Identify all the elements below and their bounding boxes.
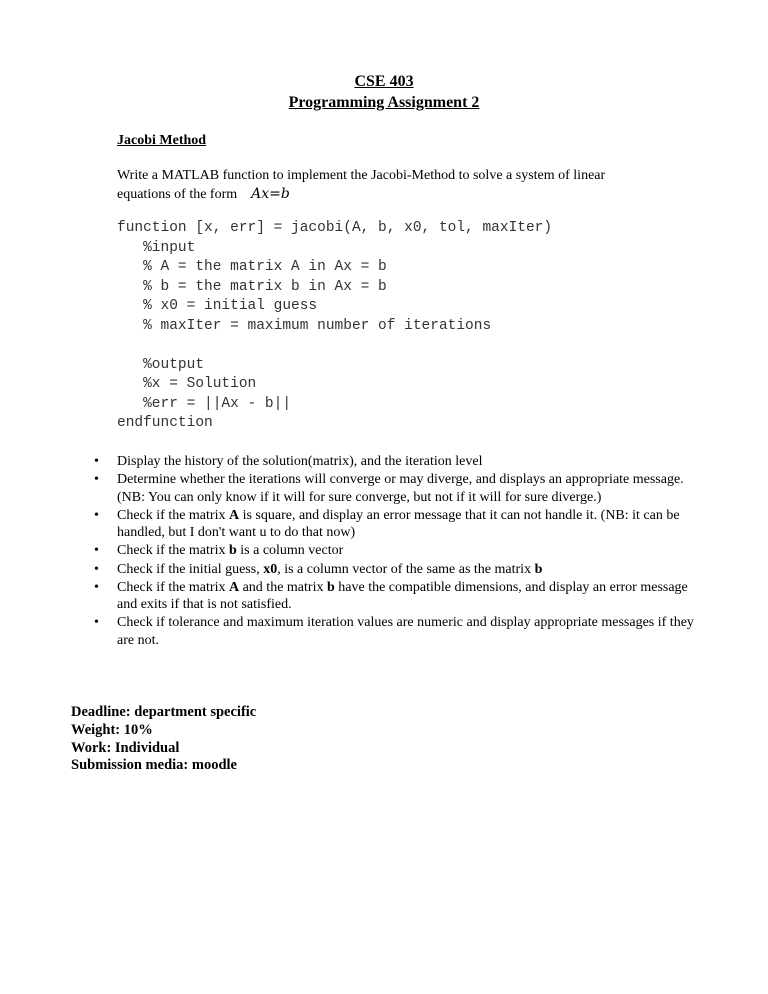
deadline-line: Deadline: department specific xyxy=(71,704,257,720)
requirement-item xyxy=(94,579,704,614)
requirement-item xyxy=(94,471,704,506)
code-line: % x0 = initial guess xyxy=(117,298,318,314)
code-block xyxy=(117,219,552,434)
requirement-term: A xyxy=(228,507,240,523)
weight-line: Weight: 10% xyxy=(71,721,153,738)
code-line: function [x, err] = jacobi(A, b, x0, tol, maxIter) xyxy=(117,220,553,236)
code-line: % A = the matrix A in Ax = b xyxy=(117,259,387,275)
code-line: endfunction xyxy=(117,415,213,431)
work-line: Work: Individual xyxy=(71,739,180,756)
requirement-item xyxy=(94,453,704,471)
requirement-text: have the compatible dimensions, and display an error message and exits if that is not satisfied. xyxy=(117,579,688,613)
code-line: % b = the matrix b in Ax = b xyxy=(117,278,387,295)
code-line: %x = Solution xyxy=(117,376,257,392)
requirement-term: x0 xyxy=(263,561,278,577)
code-line: %output xyxy=(117,356,205,373)
requirement-term: b xyxy=(228,543,237,559)
requirement-term: A xyxy=(228,579,240,595)
requirement-text: , is a column vector of the same as the matrix xyxy=(277,561,535,577)
requirement-text: Check if the matrix xyxy=(117,543,229,559)
requirement-item xyxy=(94,561,704,579)
requirement-text: Determine whether the iterations will converge or may diverge, and displays an appropriate message. (NB: You can only know if it will for sure converge, but not if it will for sure diverge.) xyxy=(117,472,684,505)
requirement-text: Check if the initial guess, xyxy=(117,561,264,577)
requirement-text: Check if the matrix xyxy=(117,579,229,595)
assignment-details xyxy=(71,704,256,775)
requirement-item xyxy=(94,507,704,542)
equation: Ax=b xyxy=(251,186,290,202)
requirement-text: Check if tolerance and maximum iteration values are numeric and display appropriate messages if they are not. xyxy=(117,615,694,648)
requirement-text: Display the history of the solution(matrix), and the iteration level xyxy=(117,454,483,469)
code-line: %input xyxy=(117,239,196,256)
requirement-text: Check if the matrix xyxy=(117,507,229,523)
submission-media-line: Submission media: moodle xyxy=(71,757,237,774)
section-heading: Jacobi Method xyxy=(117,133,207,148)
requirement-term: b xyxy=(326,579,335,595)
intro-line-2-text: equations of the form xyxy=(117,187,238,202)
requirement-item xyxy=(94,614,704,649)
code-line: %err = ||Ax - b|| xyxy=(117,395,292,412)
course-title: CSE 403 xyxy=(354,73,414,90)
requirement-item xyxy=(94,542,704,560)
intro-line-1: Write a MATLAB function to implement the Jacobi-Method to solve a system of linear xyxy=(117,168,606,183)
assignment-title: Programming Assignment 2 xyxy=(288,94,480,111)
requirement-text: and the matrix xyxy=(239,579,327,595)
intro-paragraph xyxy=(117,167,677,204)
requirement-text: is a column vector xyxy=(236,543,344,559)
requirement-term: b xyxy=(534,561,543,577)
requirement-text: is square, and display an error message that it can not handle it. (NB: it can be handled, but I don't want u to do that now) xyxy=(117,507,680,541)
requirements-list xyxy=(94,453,704,650)
intro-line-2 xyxy=(117,185,677,204)
code-line: % maxIter = maximum number of iterations xyxy=(117,317,492,334)
